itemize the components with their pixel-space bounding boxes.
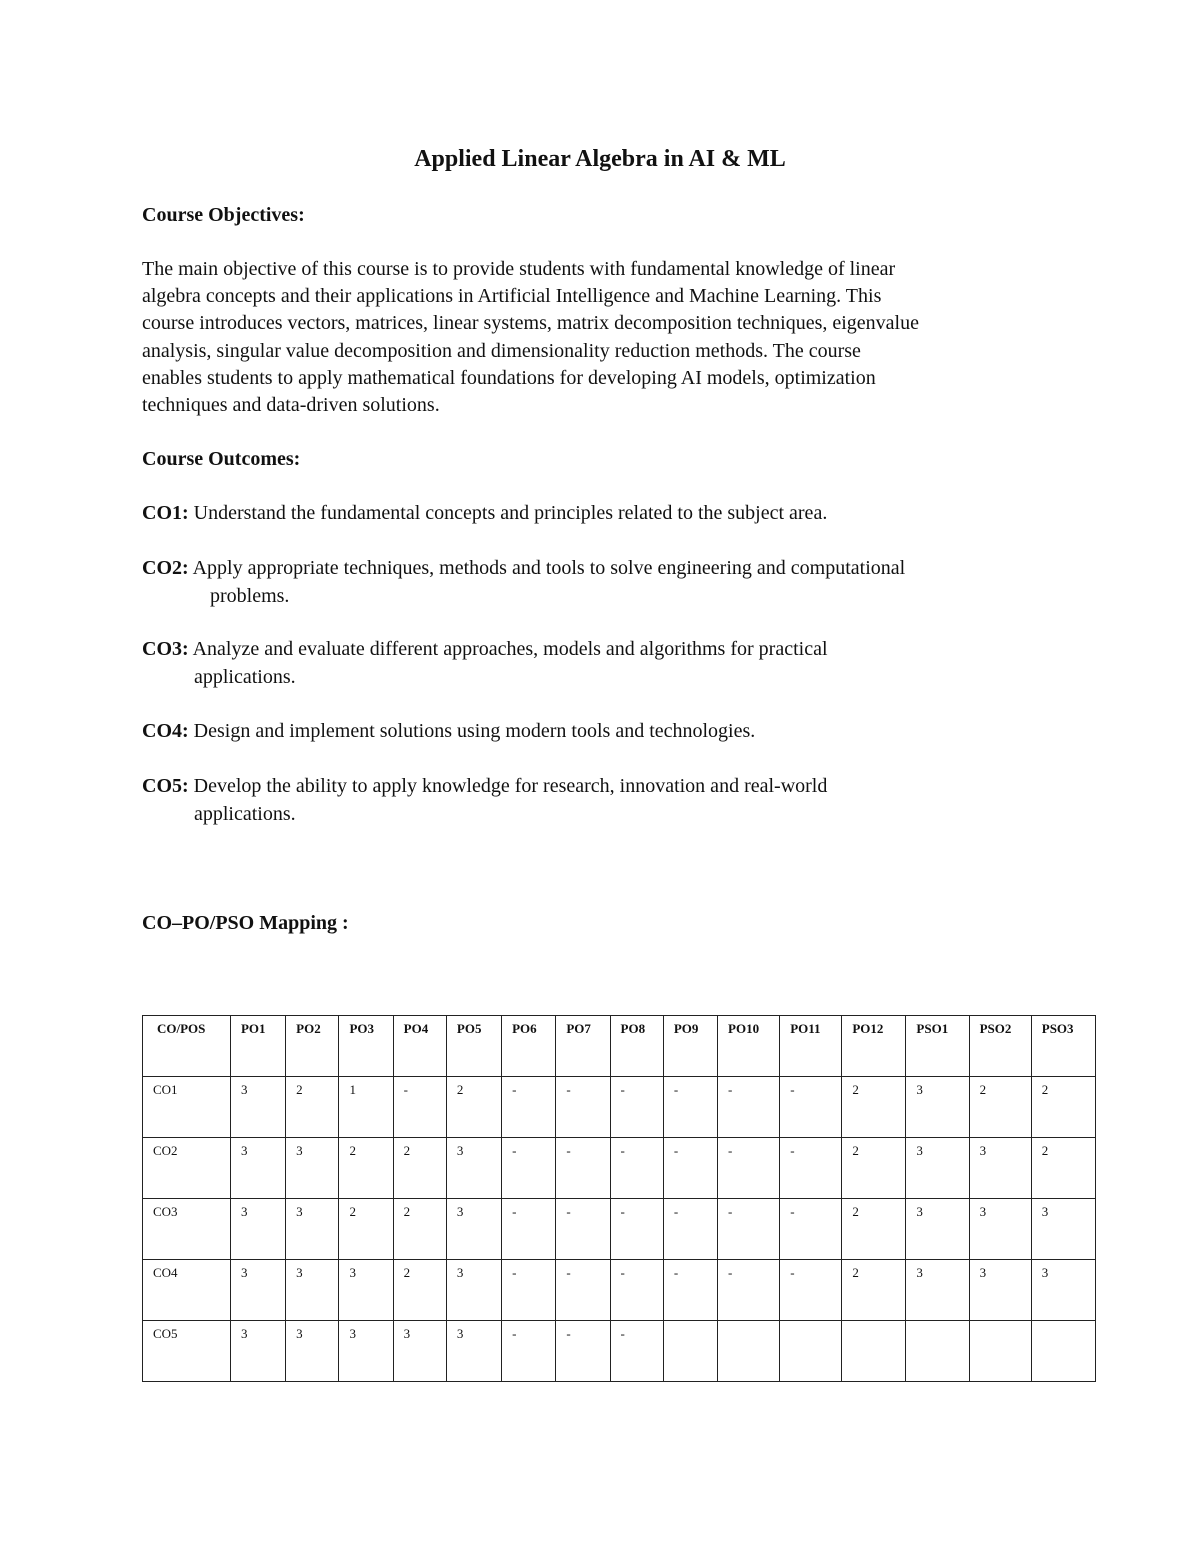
outcome-co3 <box>142 636 1082 691</box>
table-cell: - <box>502 1260 556 1321</box>
objectives-line: analysis, singular value decomposition and dimensionality reduction methods. The course <box>142 339 861 362</box>
table-header-cell: PO5 <box>446 1016 501 1077</box>
table-header-cell: PO10 <box>718 1016 780 1077</box>
table-cell: 3 <box>230 1138 285 1199</box>
table-cell: - <box>610 1077 663 1138</box>
table-header-cell: PSO1 <box>906 1016 969 1077</box>
table-cell <box>718 1321 780 1382</box>
outcome-co5 <box>142 773 1082 828</box>
outcome-text: Analyze and evaluate different approaches, models and algorithms for practical <box>192 638 828 660</box>
table-cell: - <box>502 1077 556 1138</box>
table-cell: 3 <box>230 1260 285 1321</box>
objectives-line: algebra concepts and their applications in Artificial Intelligence and Machine Learning. This <box>142 285 882 308</box>
table-cell: 2 <box>339 1199 393 1260</box>
table-cell: 3 <box>286 1199 339 1260</box>
outcome-co2 <box>142 555 1082 610</box>
table-cell: 3 <box>969 1138 1031 1199</box>
table-cell: 3 <box>339 1321 393 1382</box>
table-cell: - <box>663 1138 717 1199</box>
table-row-label: CO1 <box>143 1077 231 1138</box>
table-cell: 3 <box>969 1199 1031 1260</box>
table-header-cell: PO7 <box>556 1016 610 1077</box>
table-header-cell: PO6 <box>502 1016 556 1077</box>
table-header-cell: PO2 <box>286 1016 339 1077</box>
table-cell: 1 <box>339 1077 393 1138</box>
table-cell: - <box>663 1260 717 1321</box>
table-cell: - <box>780 1199 842 1260</box>
table-cell: 3 <box>230 1077 285 1138</box>
mapping-heading: CO–PO/PSO Mapping : <box>142 912 349 934</box>
table-header-cell: PO8 <box>610 1016 663 1077</box>
table-cell: - <box>780 1138 842 1199</box>
table-cell: - <box>610 1138 663 1199</box>
table-cell: 2 <box>393 1199 446 1260</box>
outcome-text-continued: applications. <box>194 802 296 825</box>
table-row-label: CO5 <box>143 1321 231 1382</box>
table-header-cell: PSO2 <box>969 1016 1031 1077</box>
table-row-label: CO4 <box>143 1260 231 1321</box>
table-cell: 3 <box>286 1138 339 1199</box>
table-cell: - <box>502 1321 556 1382</box>
table-cell <box>906 1321 969 1382</box>
table-cell: 2 <box>842 1199 906 1260</box>
table-cell: 2 <box>842 1138 906 1199</box>
table-cell: - <box>610 1199 663 1260</box>
table-row <box>143 1260 1096 1321</box>
outcome-co4 <box>142 718 1082 746</box>
table-cell <box>780 1321 842 1382</box>
table-cell: 3 <box>969 1260 1031 1321</box>
table-cell: 2 <box>393 1138 446 1199</box>
outcome-text: Apply appropriate techniques, methods and tools to solve engineering and computational <box>192 557 906 579</box>
outcome-text-continued: applications. <box>194 665 296 688</box>
co-po-mapping-table <box>142 1015 1096 1382</box>
table-cell: 2 <box>1031 1077 1095 1138</box>
table-cell: 3 <box>906 1077 969 1138</box>
table-cell: 3 <box>393 1321 446 1382</box>
table-cell: - <box>556 1321 610 1382</box>
table-cell: 3 <box>1031 1199 1095 1260</box>
table-cell <box>1031 1321 1095 1382</box>
table-cell <box>663 1321 717 1382</box>
table-cell: 2 <box>842 1260 906 1321</box>
table-cell: - <box>556 1138 610 1199</box>
table-cell <box>969 1321 1031 1382</box>
objectives-paragraph <box>142 256 1072 419</box>
table-cell: 3 <box>446 1199 501 1260</box>
table-row <box>143 1321 1096 1382</box>
table-cell: - <box>718 1138 780 1199</box>
table-cell: - <box>610 1321 663 1382</box>
table-cell: - <box>556 1077 610 1138</box>
table-cell: 3 <box>446 1321 501 1382</box>
table-cell: 2 <box>393 1260 446 1321</box>
table-cell: 2 <box>842 1077 906 1138</box>
table-cell: - <box>718 1077 780 1138</box>
objectives-line: techniques and data-driven solutions. <box>142 394 440 417</box>
table-cell: - <box>780 1077 842 1138</box>
table-cell: 2 <box>969 1077 1031 1138</box>
objectives-heading: Course Objectives: <box>142 204 305 226</box>
table-cell <box>842 1321 906 1382</box>
outcomes-heading: Course Outcomes: <box>142 448 301 470</box>
table-cell: 3 <box>446 1260 501 1321</box>
outcome-text: Develop the ability to apply knowledge for research, innovation and real-world <box>193 775 828 797</box>
table-cell: - <box>502 1199 556 1260</box>
table-header-cell: PO9 <box>663 1016 717 1077</box>
table-cell: 3 <box>906 1260 969 1321</box>
objectives-line: course introduces vectors, matrices, linear systems, matrix decomposition techniques, eigenvalue <box>142 312 919 335</box>
page-title: Applied Linear Algebra in AI & ML <box>414 146 786 172</box>
table-cell: 3 <box>230 1321 285 1382</box>
table-row-label: CO3 <box>143 1199 231 1260</box>
table-cell: 3 <box>230 1199 285 1260</box>
table-row <box>143 1199 1096 1260</box>
outcome-text-continued: problems. <box>210 584 290 607</box>
table-cell: - <box>502 1138 556 1199</box>
table-cell: - <box>393 1077 446 1138</box>
table-header-cell: PO4 <box>393 1016 446 1077</box>
outcome-code: CO4: <box>142 720 189 742</box>
table-cell: 3 <box>286 1321 339 1382</box>
outcome-text: Design and implement solutions using modern tools and technologies. <box>193 720 756 742</box>
table-cell: - <box>556 1260 610 1321</box>
table-header-cell: PO3 <box>339 1016 393 1077</box>
table-header-cell: PO11 <box>780 1016 842 1077</box>
table-cell: 2 <box>339 1138 393 1199</box>
table-cell: 3 <box>906 1138 969 1199</box>
outcome-code: CO3: <box>142 638 189 660</box>
table-cell: - <box>663 1077 717 1138</box>
table-header-cell: PO1 <box>230 1016 285 1077</box>
table-cell: 2 <box>446 1077 501 1138</box>
table-row-label: CO2 <box>143 1138 231 1199</box>
table-cell: 3 <box>1031 1260 1095 1321</box>
table-row <box>143 1138 1096 1199</box>
table-cell: 3 <box>906 1199 969 1260</box>
outcome-co1 <box>142 500 1082 528</box>
outcome-code: CO1: <box>142 502 189 524</box>
table-cell: - <box>663 1199 717 1260</box>
outcome-code: CO5: <box>142 775 189 797</box>
outcome-code: CO2: <box>142 557 189 579</box>
table-header-cell: PO12 <box>842 1016 906 1077</box>
table-cell: 3 <box>339 1260 393 1321</box>
table-cell: 3 <box>286 1260 339 1321</box>
table-header-cell: CO/POS <box>143 1016 231 1077</box>
outcome-text: Understand the fundamental concepts and principles related to the subject area. <box>193 502 828 524</box>
table-cell: - <box>718 1260 780 1321</box>
objectives-line: enables students to apply mathematical foundations for developing AI models, optimization <box>142 366 876 389</box>
table-cell: - <box>610 1260 663 1321</box>
table-cell: - <box>556 1199 610 1260</box>
table-header-cell: PSO3 <box>1031 1016 1095 1077</box>
table-cell: 2 <box>1031 1138 1095 1199</box>
objectives-line: The main objective of this course is to provide students with fundamental knowledge of linear <box>142 258 896 280</box>
table-cell: - <box>780 1260 842 1321</box>
table-header-row <box>143 1016 1096 1077</box>
table-row <box>143 1077 1096 1138</box>
table-cell: 2 <box>286 1077 339 1138</box>
table-cell: 3 <box>446 1138 501 1199</box>
table-cell: - <box>718 1199 780 1260</box>
